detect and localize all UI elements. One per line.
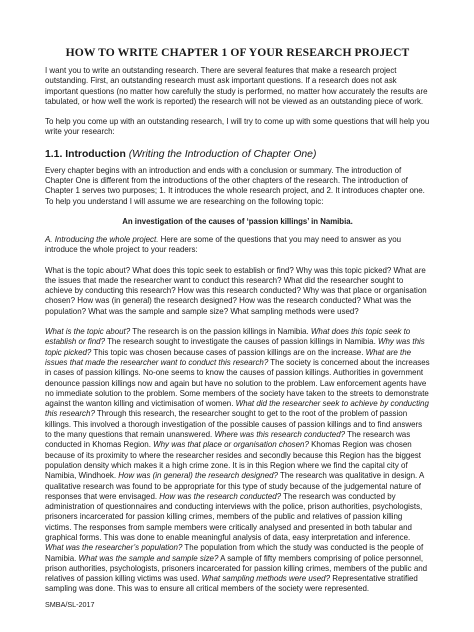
- part-a-paragraph: [45, 235, 430, 256]
- answers-paragraph: [45, 327, 430, 595]
- answer-text: Representative stratified sampling was done. This was to ensure all critical members of the society were represented.: [45, 574, 418, 594]
- part-a-text: Here are some of the questions that you may need to answer as you introduce the whole project to your readers:: [45, 234, 402, 255]
- answer-question: How was the research conducted?: [159, 491, 282, 501]
- answer-question: What sampling methods were used?: [201, 574, 330, 584]
- answer-question: What did the researcher seek to achieve by conducting this research?: [45, 399, 429, 419]
- answer-text: The research was conducted by administration of questionnaires and conducting interviews with the police, prison authorities, psychologists, prisoners incarcerated for passion killing crimes, members of the public and relatives of passion killing victims. The responses from sample members were critically analysed and presented in both tabular and graphical forms. This was done to enable meaningful analysis of data, easy interpretation and inference.: [45, 491, 423, 542]
- chapter-paragraph: Every chapter begins with an introduction and ends with a conclusion or summary. The introduction of Chapter One is different from the introductions of the other chapters of the research. The introduction of Chapter 1 serves two purposes; 1. It introduces the whole research project, and 2. It introduces chapter one. To help you understand I will assume we are researching on the following topic:: [45, 165, 425, 206]
- footer-code: SMBA/SL-2017: [45, 600, 95, 609]
- answer-text: The population from which the study was conducted is the people of Namibia.: [45, 543, 424, 563]
- section-heading: [45, 148, 430, 161]
- answer-text: Through this research, the researcher sought to get to the root of the problem of passion killings. This involved a thorough investigation of the possible causes of passion killings and to find answers to the many questions that remain unanswered.: [45, 409, 423, 440]
- section-subtitle: (Writing the Introduction of Chapter One): [128, 148, 317, 160]
- answer-text: The research is on the passion killings in Namibia.: [130, 327, 311, 337]
- questions-paragraph: What is the topic about? What does this topic seek to establish or find? Why was this topic picked? What are the issues that made the researcher want to conduct this research? What did the researcher sought to achieve by conducting this research? How was this research conducted? Why was that place or organisation chosen? How was (in general) the research designed? How was the research conducted? What was the population? What was the sample and sample size? What sampling methods were used?: [45, 265, 427, 316]
- answer-question: What does this topic seek to establish or find?: [45, 327, 411, 347]
- document-title: HOW TO WRITE CHAPTER 1 OF YOUR RESEARCH PROJECT: [65, 46, 410, 59]
- answer-text: The society is concerned about the increases in cases of passion killings. No-one seems to know the causes of passion killings. Authorities in government denounce passion killings now and again but have no solution to the problem. Law enforcement agents have no immediate solution to the problem. Some members of the society have taken to the streets to demonstrate against the wanton killing and victimisation of women.: [45, 357, 430, 409]
- part-a-label: A. Introducing the whole project.: [45, 234, 159, 244]
- answer-question: How was (in general) the research designed?: [118, 471, 278, 481]
- answer-text: The research was qualitative in design. A qualitative research was found to be appropriate for this type of study because of the judgemental nature of responses that were envisaged.: [45, 471, 424, 501]
- research-topic: An investigation of the causes of ‘passion killings’ in Namibia.: [122, 216, 353, 226]
- answer-question: What was the researcher’s population?: [45, 543, 183, 553]
- answer-text: Khomas Region was chosen because of its proximity to where the researcher resides and secondly because this Region has the biggest population density which makes it a high crime zone. It is in this Region where we find the capital city of Namibia, Windhoek.: [45, 440, 421, 481]
- help-paragraph: To help you come up with an outstanding research, I will try to come up with some questions that will help you write your research:: [45, 117, 430, 137]
- answer-question: What is the topic about?: [45, 327, 131, 337]
- answer-question: Where was this research conducted?: [214, 430, 346, 440]
- answer-text: The research sought to investigate the causes of passion killings in Namibia.: [105, 337, 378, 347]
- answer-question: What was the sample and sample size?: [78, 553, 219, 563]
- section-number: 1.1. Introduction: [45, 148, 126, 160]
- answer-text: The research was conducted in Khomas Region.: [45, 430, 411, 450]
- answer-question: Why was that place or organisation chosen?: [153, 440, 309, 450]
- intro-paragraph: I want you to write an outstanding research. There are several features that make a research project outstanding. First, an outstanding research must ask important questions. If a research does not ask important questions (no matter how carefully the study is performed, no matter how accurately the results are tabulated, or how well the work is reported) the research will not be viewed as an outstanding piece of work.: [45, 66, 428, 106]
- answer-text: This topic was chosen because cases of passion killings are on the increase.: [91, 347, 366, 357]
- answer-question: What are the issues that made the researcher want to conduct this research?: [45, 347, 412, 367]
- answer-question: Why was this topic picked?: [45, 337, 425, 357]
- answer-text: A sample of fifty members comprising of police personnel, prison authorities, psychologists, prisoners incarcerated for passion killing crimes, members of the public and relatives of passion killing victims was used.: [45, 553, 428, 584]
